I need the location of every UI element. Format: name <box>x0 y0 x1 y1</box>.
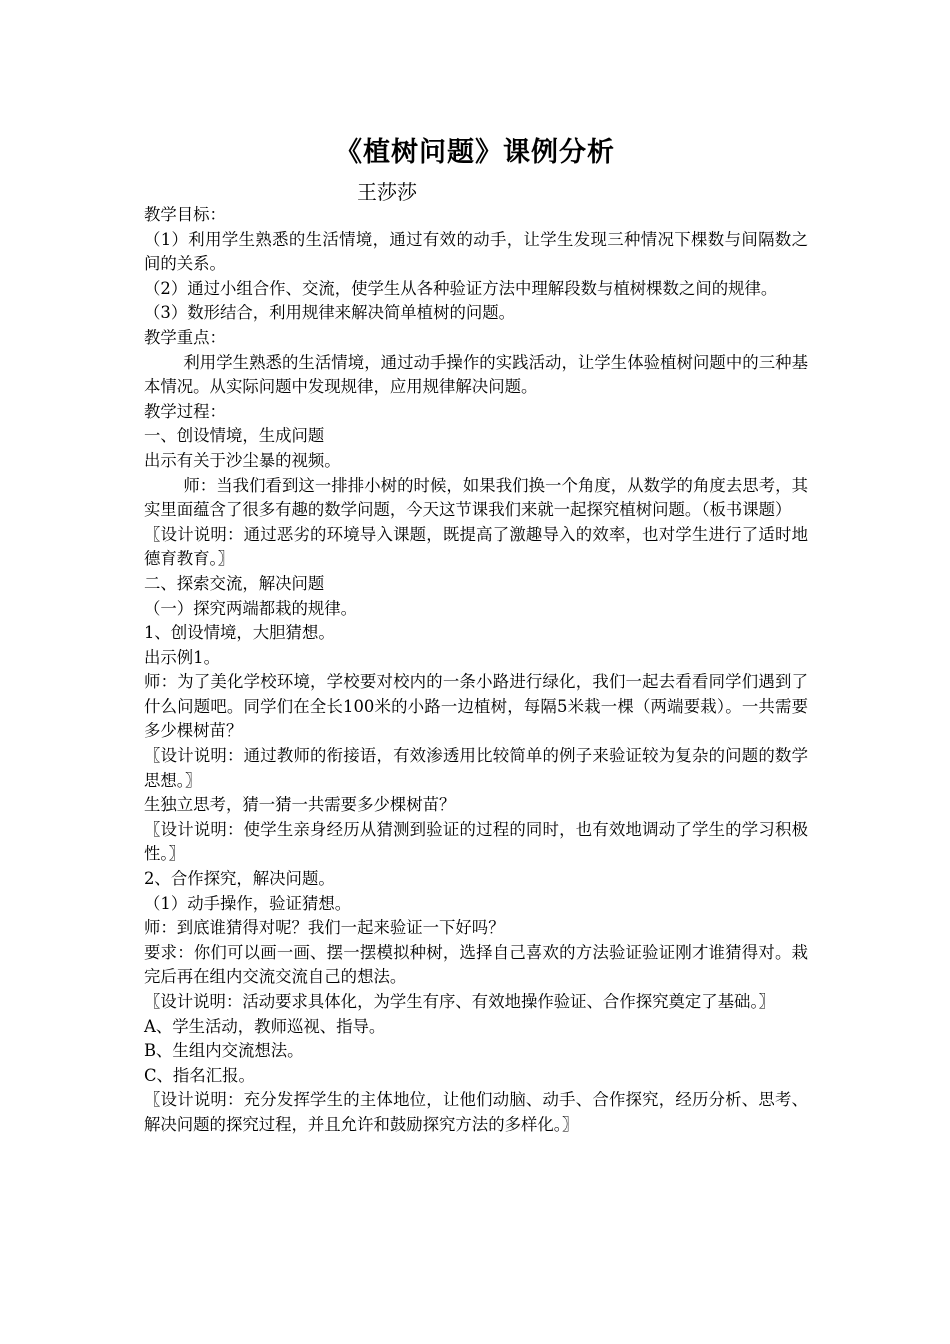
paragraph: （3）数形结合，利用规律来解决简单植树的问题。 <box>144 303 516 323</box>
paragraph: 一、创设情境，生成问题 <box>144 426 325 446</box>
paragraph: 〖设计说明：通过教师的衔接语，有效渗透用比较简单的例子来验证较为复杂的问题的数学思想。〗 <box>144 746 808 790</box>
paragraph: （1）动手操作，验证猜想。 <box>144 893 352 913</box>
paragraph: 〖设计说明：充分发挥学生的主体地位，让他们动脑、动手、合作探究，经历分析、思考、解决问题的探究过程，并且允许和鼓励探究方法的多样化。〗 <box>144 1090 808 1134</box>
paragraph: 师：到底谁猜得对呢？我们一起来验证一下好吗？ <box>144 918 505 938</box>
paragraph: 〖设计说明：使学生亲身经历从猜测到验证的过程的同时，也有效地调动了学生的学习积极性。〗 <box>144 819 808 864</box>
paragraph: 利用学生熟悉的生活情境，通过动手操作的实践活动，让学生体验植树问题中的三种基本情况。从实际问题中发现规律，应用规律解决问题。 <box>144 352 808 397</box>
paragraph: 教学过程： <box>144 401 226 421</box>
paragraph: 生独立思考，猜一猜一共需要多少棵树苗？ <box>144 795 456 815</box>
paragraph: 教学目标： <box>144 205 226 224</box>
document-author: 王莎莎 <box>357 180 417 204</box>
paragraph: 1、创设情境，大胆猜想。 <box>144 623 335 643</box>
paragraph: （1）利用学生熟悉的生活情境，通过有效的动手，让学生发现三种情况下棵数与间隔数之间的关系。 <box>144 229 808 274</box>
paragraph: 教学重点： <box>144 327 226 347</box>
paragraph: 〖设计说明：通过恶劣的环境导入课题，既提高了激趣导入的效率，也对学生进行了适时地德育教育。〗 <box>144 524 808 569</box>
paragraph: C、指名汇报。 <box>144 1065 255 1085</box>
paragraph: 出示例1。 <box>144 647 220 667</box>
paragraph: （2）通过小组合作、交流，使学生从各种验证方法中理解段数与植树棵数之间的规律。 <box>144 278 778 298</box>
paragraph: （一）探究两端都栽的规律。 <box>144 598 358 618</box>
paragraph: 〖设计说明：活动要求具体化，为学生有序、有效地操作验证、合作探究奠定了基础。〗 <box>144 992 776 1011</box>
paragraph: 2、合作探究，解决问题。 <box>144 869 335 889</box>
paragraph: 师：当我们看到这一排排小树的时候，如果我们换一个角度，从数学的角度去思考，其实里面蕴含了很多有趣的数学问题，今天这节课我们来就一起探究植树问题。（板书课题） <box>144 475 808 520</box>
paragraph: 二、探索交流，解决问题 <box>144 573 325 593</box>
paragraph: 师：为了美化学校环境，学校要对校内的一条小路进行绿化，我们一起去看看同学们遇到了什么问题吧。同学们在全长100米的小路一边植树，每隔5米栽一棵（两端要栽）。一共需要多少棵树苗？ <box>144 672 808 741</box>
document-title: 《植树问题》课例分析 <box>335 137 615 168</box>
paragraph: 要求：你们可以画一画、摆一摆模拟种树，选择自己喜欢的方法验证验证刚才谁猜得对。栽完后再在组内交流交流自己的想法。 <box>144 942 808 987</box>
paragraph: A、学生活动，教师巡视、指导。 <box>144 1016 386 1036</box>
paragraph: B、生组内交流想法。 <box>144 1041 304 1061</box>
document-body <box>144 203 808 1138</box>
paragraph: 出示有关于沙尘暴的视频。 <box>144 450 341 470</box>
